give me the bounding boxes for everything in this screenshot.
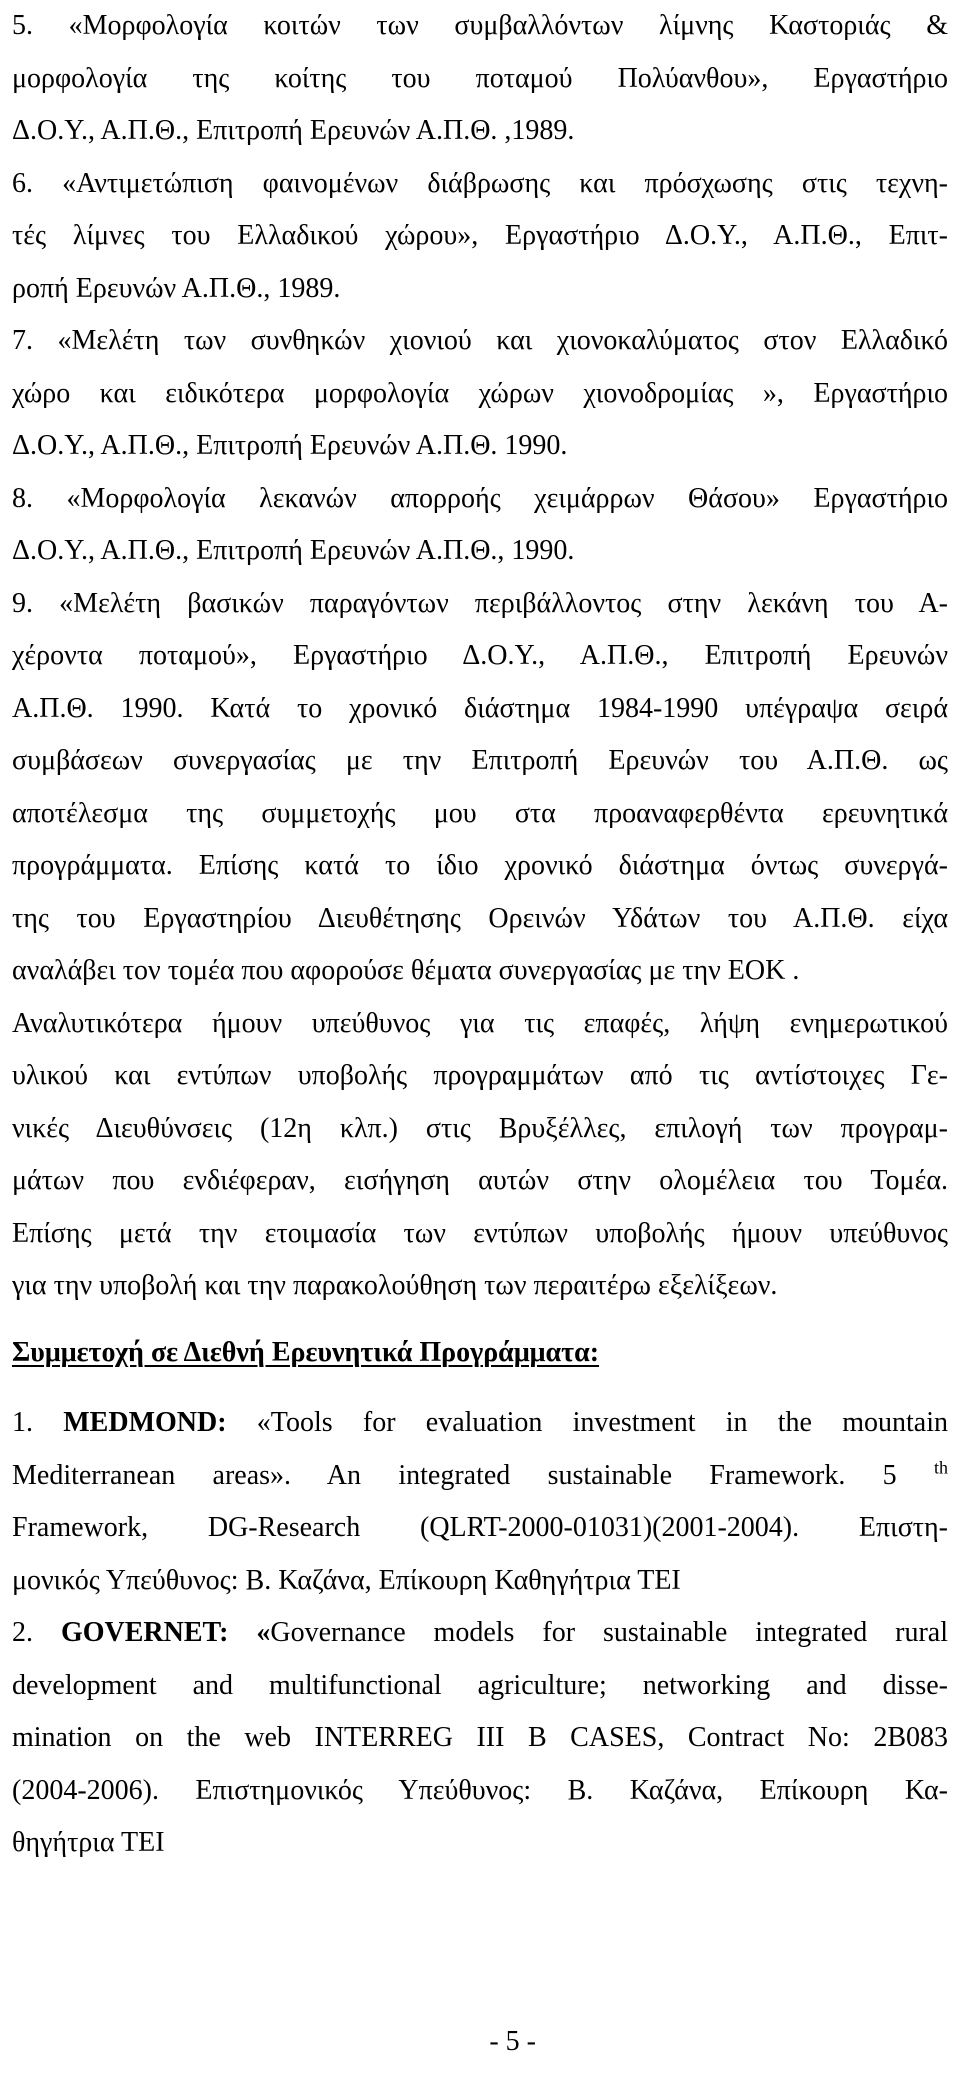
text-line: Δ.Ο.Υ., Α.Π.Θ., Επιτροπή Ερευνών Α.Π.Θ. ,1989. <box>12 115 575 146</box>
text-line: 7. «Μελέτη των συνθηκών χιονιού και χιονοκαλύματος στον Ελλαδικό <box>12 325 948 356</box>
project-title: Governance models for sustainable integrated rural <box>270 1617 949 1648</box>
text-line: Δ.Ο.Υ., Α.Π.Θ., Επιτροπή Ερευνών Α.Π.Θ. 1990. <box>12 430 568 461</box>
list-item <box>12 158 948 316</box>
project-name: GOVERNET: <box>60 1617 229 1648</box>
text-line: αποτέλεσμα της συμμετοχής μου στα προαναφερθέντα ερευνητικά <box>12 797 948 829</box>
text-line: θηγήτρια ΤΕΙ <box>12 1827 165 1858</box>
text-line: development and multifunctional agriculture; networking and disse- <box>12 1669 948 1701</box>
superscript: th <box>934 1457 949 1478</box>
project-name: MEDMOND: <box>63 1407 227 1438</box>
project-title: «Tools for evaluation investment in the mountain <box>256 1407 948 1438</box>
text-line: της του Εργαστηρίου Διευθέτησης Ορεινών Υδάτων του Α.Π.Θ. είχα <box>12 902 948 934</box>
page-number: - 5 - <box>489 2026 536 2057</box>
section-heading-text: Συμμετοχή σε Διεθνή Ερευνητικά Προγράμματα: <box>12 1336 600 1368</box>
text-line: υλικού και εντύπων υποβολής προγραμμάτων από τις αντίστοιχες Γε- <box>12 1060 948 1091</box>
text-line: χώρο και ειδικότερα μορφολογία χώρων χιονοδρομίας », Εργαστήριο <box>12 377 948 409</box>
text-line: μάτων που ενδιέφεραν, εισήγηση αυτών στην ολομέλεια του Τομέα. <box>12 1165 948 1196</box>
text-line: 6. «Αντιμετώπιση φαινομένων διάβρωσης και πρόσχωσης στις τεχνη- <box>12 167 948 199</box>
text-line: Α.Π.Θ. 1990. Κατά το χρονικό διάστημα 1984-1990 υπέγραψα σειρά <box>12 692 948 724</box>
section-heading <box>12 1327 948 1380</box>
text-line: αναλάβει τον τομέα που αφορούσε θέματα συνεργασίας με την ΕΟΚ . <box>12 955 800 986</box>
text-line: συμβάσεων συνεργασίας με την Επιτροπή Ερευνών του Α.Π.Θ. ως <box>12 745 948 776</box>
project-item <box>12 1607 948 1870</box>
text-line: μονικός Υπεύθυνος: Β. Καζάνα, Επίκουρη Καθηγήτρια ΤΕΙ <box>12 1564 681 1596</box>
project-number: 2. <box>12 1617 33 1648</box>
text-line: χέροντα ποταμού», Εργαστήριο Δ.Ο.Υ., Α.Π.Θ., Επιτροπή Ερευνών <box>12 640 948 671</box>
project-text: Mediterranean areas». An integrated sustainable Framework. 5 <box>12 1459 897 1491</box>
text-line <box>12 1397 948 1450</box>
project-number: 1. <box>12 1407 33 1438</box>
text-line: (2004-2006). Επιστημονικός Υπεύθυνος: Β. Καζάνα, Επίκουρη Κα- <box>12 1774 948 1806</box>
text-line: προγράμματα. Επίσης κατά το ίδιο χρονικό διάστημα όντως συνεργά- <box>12 850 948 881</box>
text-line: Αναλυτικότερα ήμουν υπεύθυνος για τις επαφές, λήψη ενημερωτικού <box>12 1007 948 1039</box>
text-line: μορφολογία της κοίτης του ποταμού Πολύανθου», Εργαστήριο <box>12 62 948 94</box>
list-item <box>12 473 948 578</box>
open-quote: « <box>256 1617 271 1648</box>
text-line: νικές Διευθύνσεις (12η κλπ.) στις Βρυξέλλες, επιλογή των προγραμ- <box>12 1112 948 1144</box>
list-item <box>12 578 948 1313</box>
text-line: Δ.Ο.Υ., Α.Π.Θ., Επιτροπή Ερευνών Α.Π.Θ., 1990. <box>12 535 575 566</box>
text-line <box>12 1450 948 1503</box>
text-line: τές λίμνες του Ελλαδικού χώρου», Εργαστήριο Δ.Ο.Υ., Α.Π.Θ., Επιτ- <box>12 220 948 251</box>
text-line <box>12 1607 948 1660</box>
list-item <box>12 0 948 158</box>
text-line: mination on the web INTERREG III B CASES, Contract No: 2B083 <box>12 1722 948 1753</box>
text-line: Framework, DG-Research (QLRT-2000-01031)(2001-2004). Επιστη- <box>12 1512 948 1543</box>
text-line: ροπή Ερευνών Α.Π.Θ., 1989. <box>12 272 341 304</box>
list-item <box>12 315 948 473</box>
text-line: για την υποβολή και την παρακολούθηση των περαιτέρω εξελίξεων. <box>12 1270 778 1301</box>
document-page <box>12 0 948 1870</box>
text-line: 8. «Μορφολογία λεκανών απορροής χειμάρρων Θάσου» Εργαστήριο <box>12 482 948 514</box>
text-line: 9. «Μελέτη βασικών παραγόντων περιβάλλοντος στην λεκάνη του Α- <box>12 587 948 619</box>
text-line: Επίσης μετά την ετοιμασία των εντύπων υποβολής ήμουν υπεύθυνος <box>12 1217 948 1249</box>
text-line: 5. «Μορφολογία κοιτών των συμβαλλόντων λίμνης Καστοριάς & <box>12 10 948 41</box>
project-item <box>12 1397 948 1607</box>
